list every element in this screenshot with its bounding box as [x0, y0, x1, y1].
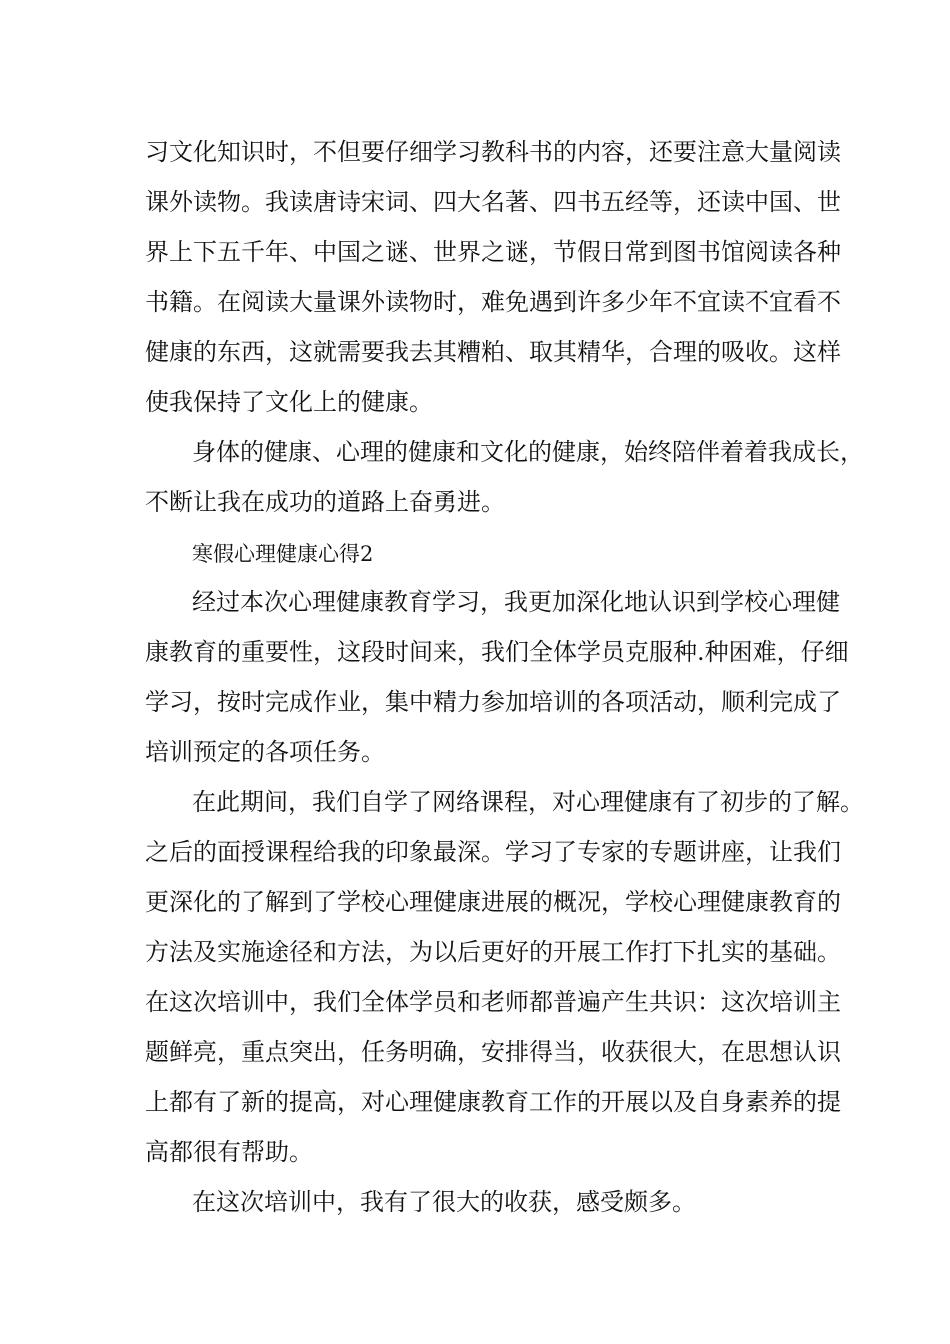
text-line: 习文化知识时，不但要仔细学习教科书的内容，还要注意大量阅读	[145, 138, 841, 166]
text-line: 不断让我在成功的道路上奋勇进。	[145, 488, 505, 516]
text-line: 健康的东西，这就需要我去其糟粕、取其精华，合理的吸收。这样	[145, 338, 841, 366]
section-heading: 寒假心理健康心得2	[192, 542, 374, 566]
text-line: 之后的面授课程给我的印象最深。学习了专家的专题讲座，让我们	[145, 838, 841, 866]
text-line: 使我保持了文化上的健康。	[145, 388, 433, 416]
text-line: 方法及实施途径和方法，为以后更好的开展工作打下扎实的基础。	[145, 938, 841, 966]
text-line: 书籍。在阅读大量课外读物时，难免遇到许多少年不宜读不宜看不	[145, 288, 841, 316]
text-line: 学习，按时完成作业，集中精力参加培训的各项活动，顺利完成了	[145, 688, 841, 716]
text-line: 界上下五千年、中国之谜、世界之谜，节假日常到图书馆阅读各种	[145, 238, 841, 266]
text-line: 高都很有帮助。	[145, 1138, 313, 1166]
text-line: 康教育的重要性，这段时间来，我们全体学员克服种.种困难，仔细	[145, 638, 849, 666]
text-line: 更深化的了解到了学校心理健康进展的概况，学校心理健康教育的	[145, 888, 841, 916]
text-line: 课外读物。我读唐诗宋词、四大名著、四书五经等，还读中国、世	[145, 188, 841, 216]
paragraph-first-line: 经过本次心理健康教育学习，我更加深化地认识到学校心理健	[192, 588, 840, 616]
paragraph-first-line: 身体的健康、心理的健康和文化的健康，始终陪伴着着我成长，	[192, 438, 864, 466]
paragraph-first-line: 在这次培训中，我有了很大的收获，感受颇多。	[192, 1188, 696, 1216]
paragraph-first-line: 在此期间，我们自学了网络课程，对心理健康有了初步的了解。	[192, 788, 864, 816]
text-line: 在这次培训中，我们全体学员和老师都普遍产生共识：这次培训主	[145, 988, 841, 1016]
text-line: 题鲜亮，重点突出，任务明确，安排得当，收获很大，在思想认识	[145, 1038, 841, 1066]
text-line: 上都有了新的提高，对心理健康教育工作的开展以及自身素养的提	[145, 1088, 841, 1116]
text-line: 培训预定的各项任务。	[145, 738, 385, 766]
